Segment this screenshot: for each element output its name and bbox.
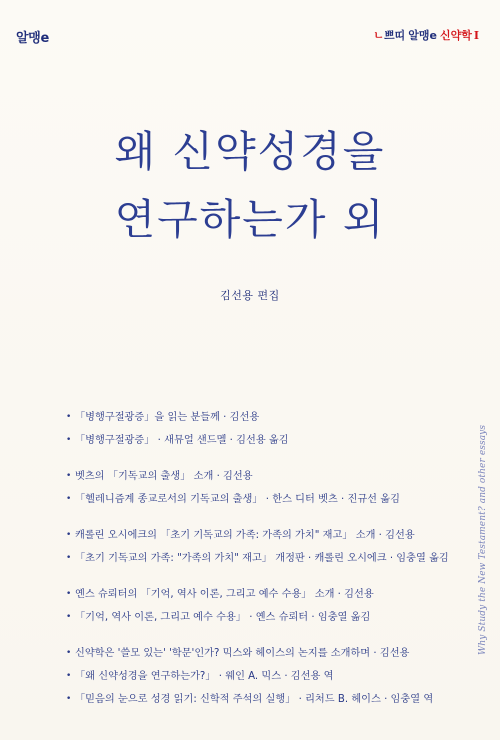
bullet-icon: • (66, 553, 72, 563)
list-item (66, 665, 446, 688)
item-text: 「병행구절광증」 · 새뮤얼 샌드멜 · 김선용 옮김 (75, 435, 289, 446)
contents-group (66, 642, 446, 711)
contents-group (66, 465, 446, 511)
english-subtitle: Why Study the New Testament? and other essays (478, 424, 488, 655)
list-item (66, 488, 446, 511)
title-line-1: 왜 신약성경을 (114, 127, 386, 176)
list-item (66, 429, 446, 452)
bullet-icon: • (66, 671, 72, 681)
list-item (66, 406, 446, 429)
item-text: 옌스 슈뢰터의 「기억, 역사 이론, 그리고 예수 수용」 소개 · 김선용 (75, 589, 374, 600)
item-text: 「믿음의 눈으로 성경 읽기: 신학적 주석의 실행」 · 리처드 B. 헤이스 · 임충열 역 (75, 694, 434, 705)
list-item (66, 606, 446, 629)
item-text: 신약학은 '쓸모 있는' '학문'인가? 믹스와 헤이스의 논지를 소개하며 · 김선용 (75, 648, 410, 659)
bullet-icon: • (66, 530, 72, 540)
list-item (66, 688, 446, 711)
list-item (66, 465, 446, 488)
bullet-icon: • (66, 648, 72, 658)
bullet-icon: • (66, 694, 72, 704)
contents-group (66, 583, 446, 629)
editor-credit: 김선용 편집 (220, 289, 280, 302)
title-line-2: 연구하는가 외 (114, 195, 386, 244)
bullet-icon: • (66, 471, 72, 481)
series-publisher: 알맹e (408, 29, 437, 42)
series-name: 쁘띠 (383, 29, 406, 42)
contents-group (66, 524, 449, 570)
item-text: 「왜 신약성경을 연구하는가?」 · 웨인 A. 믹스 · 김선용 역 (75, 671, 334, 682)
list-item (66, 547, 449, 570)
bullet-icon: • (66, 612, 72, 622)
series-subject: 신약학 (439, 29, 472, 42)
book-title (0, 118, 500, 254)
series-mark: ㄴ (373, 29, 384, 42)
series-label (373, 27, 479, 43)
series-volume: I (473, 29, 479, 42)
item-text: 캐롤린 오시에크의 「초기 기독교의 가족: 가족의 가치" 재고」 소개 · 김선용 (75, 530, 415, 541)
bullet-icon: • (66, 412, 72, 422)
list-item (66, 583, 446, 606)
contents-list (66, 406, 449, 711)
list-item (66, 642, 446, 665)
publisher-logo: 알맹e (16, 31, 50, 46)
item-text: 벳츠의 「기독교의 출생」 소개 · 김선용 (75, 471, 253, 482)
bullet-icon: • (66, 494, 72, 504)
bullet-icon: • (66, 589, 72, 599)
contents-group (66, 406, 446, 452)
bullet-icon: • (66, 435, 72, 445)
item-text: 「초기 기독교의 가족: "가족의 가치" 재고」 개정판 · 캐롤린 오시에크 · 임충열 옮김 (75, 553, 449, 564)
item-text: 「병행구절광증」을 읽는 분들께 · 김선용 (75, 412, 260, 423)
item-text: 「헬레니즘계 종교로서의 기독교의 출생」 · 한스 디터 벳츠 · 진규선 옮김 (75, 494, 400, 505)
list-item (66, 524, 446, 547)
item-text: 「기억, 역사 이론, 그리고 예수 수용」 · 옌스 슈뢰터 · 임충열 옮김 (75, 612, 371, 623)
